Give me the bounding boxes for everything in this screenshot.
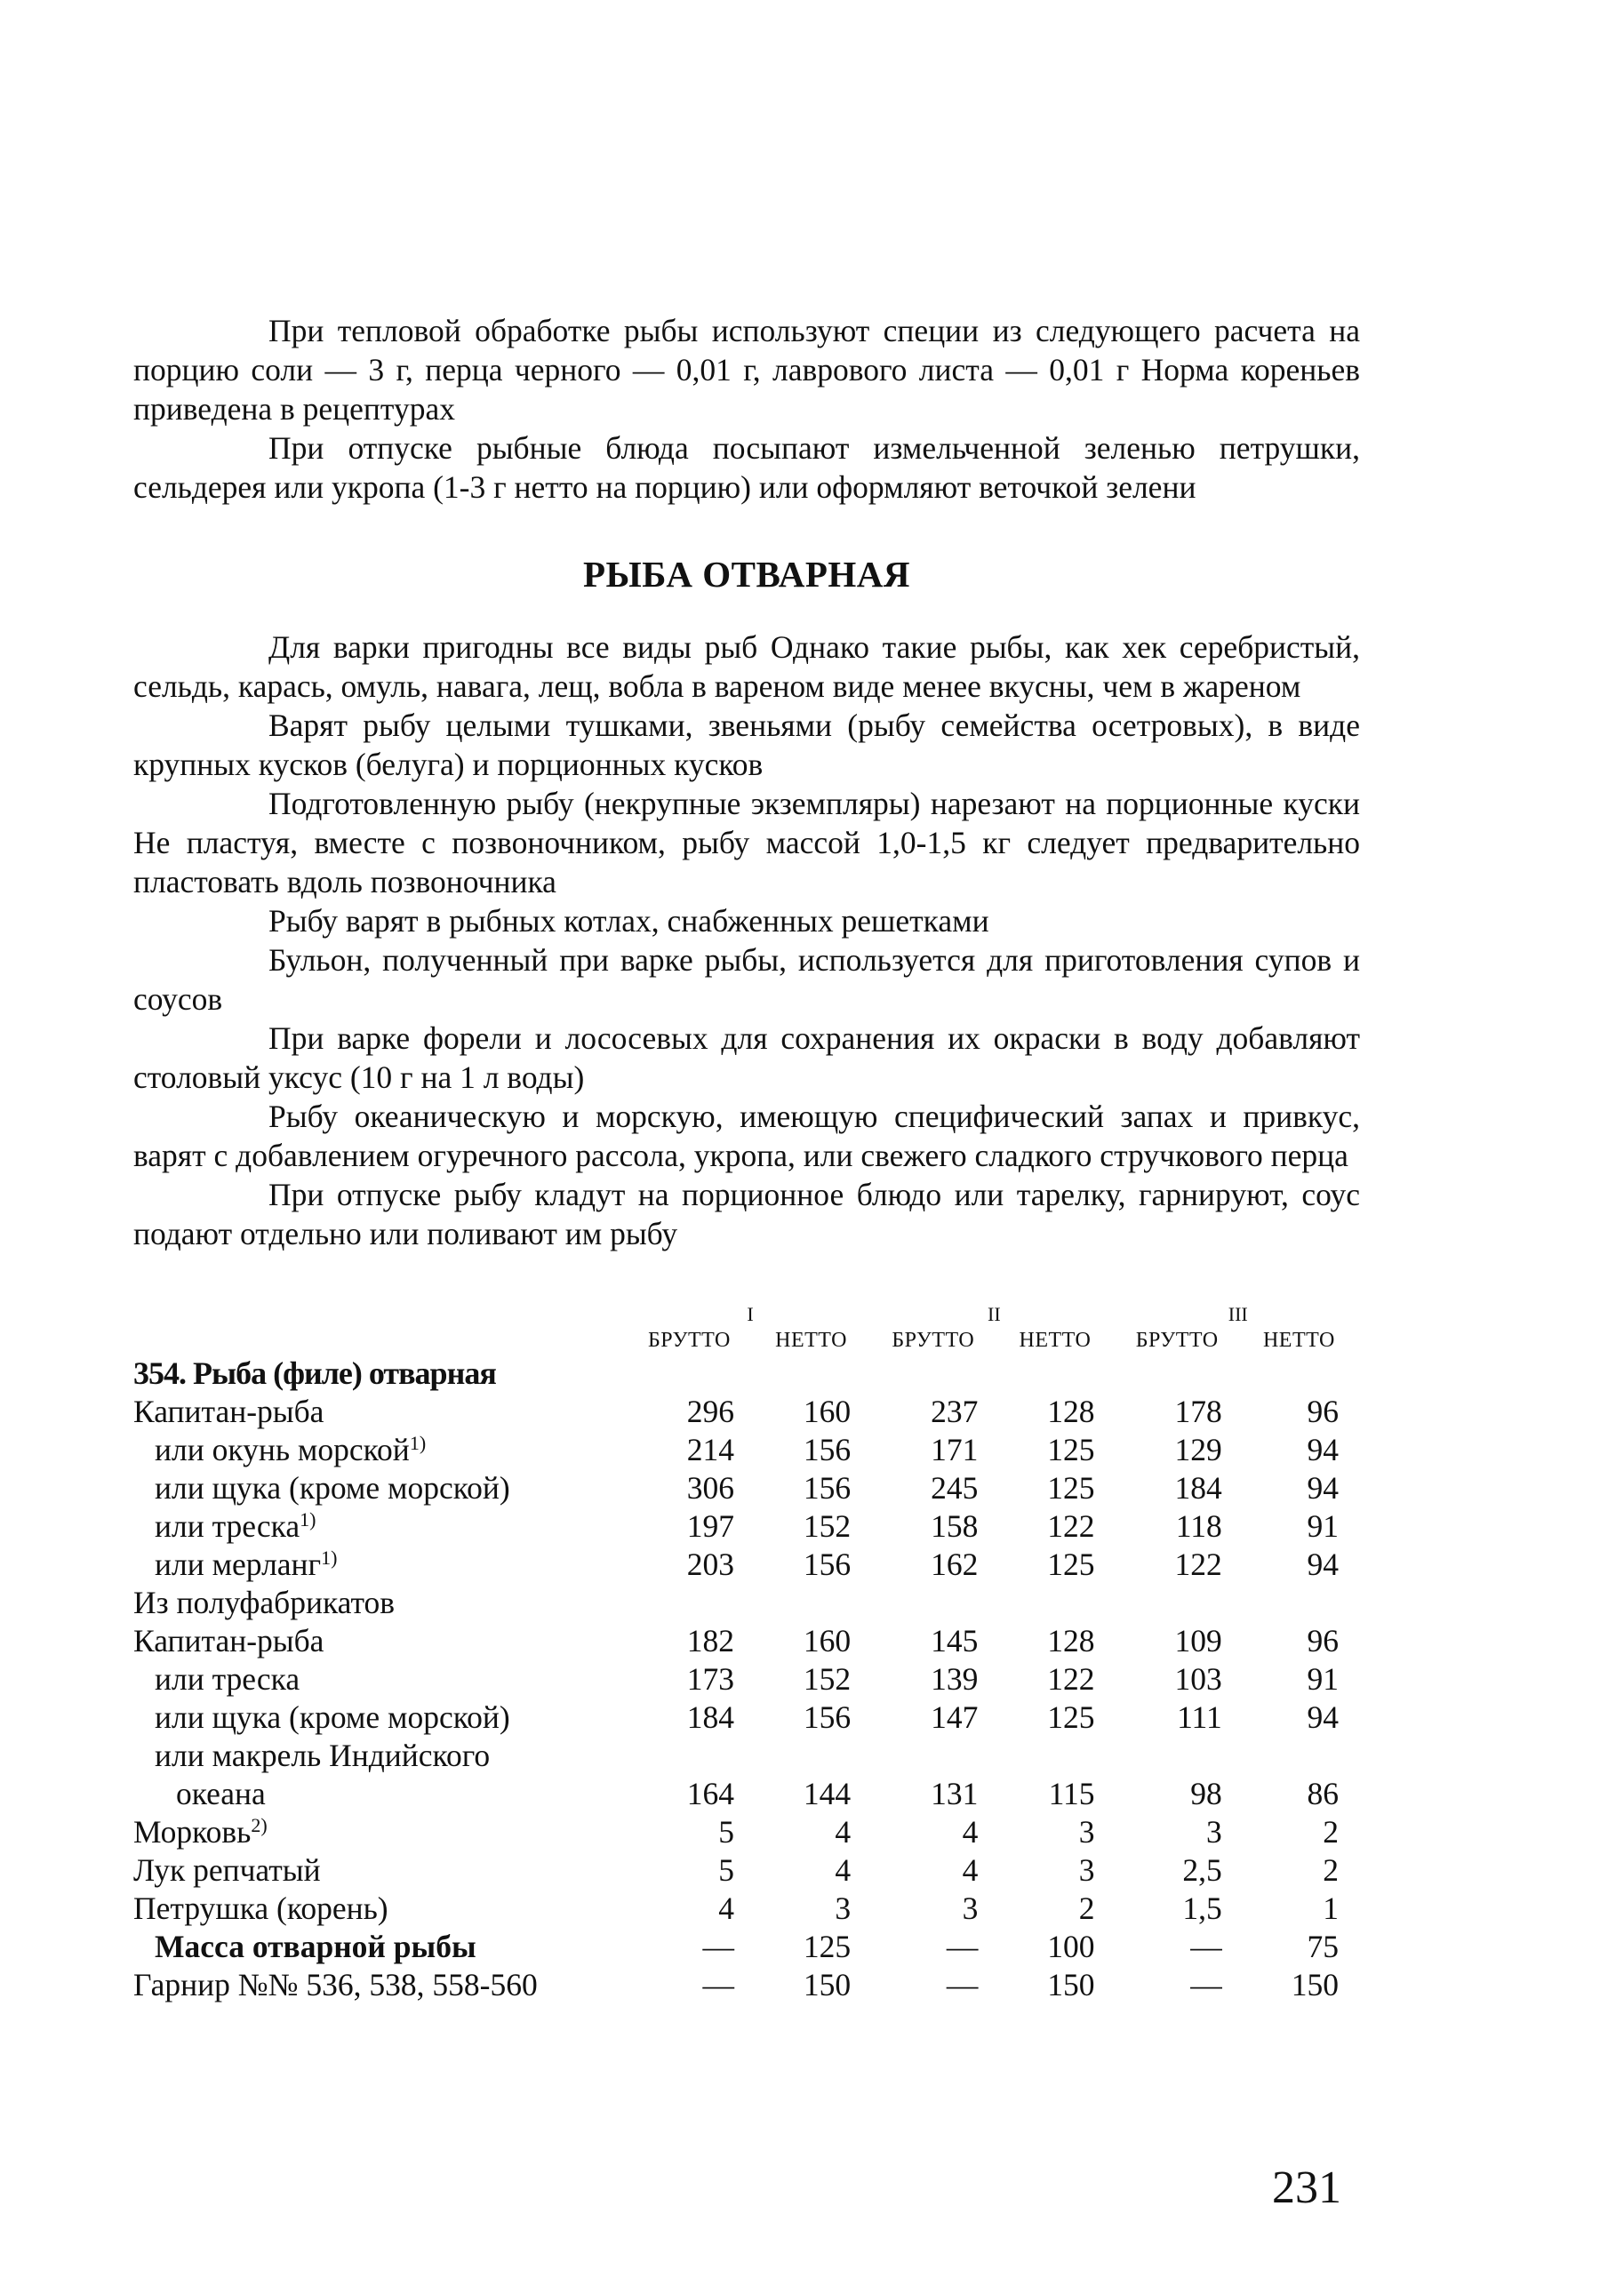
brutto-value: 237 (931, 1394, 979, 1429)
ingredient-label: Из полуфабрикатов (133, 1585, 396, 1620)
netto-value (1238, 1737, 1360, 1775)
table-row (133, 1660, 1360, 1699)
netto-value: 96 (1307, 1394, 1339, 1429)
netto-value: 94 (1307, 1432, 1339, 1467)
brutto-value: 306 (686, 1470, 734, 1506)
netto-value: 94 (1307, 1470, 1339, 1506)
brutto-value: 214 (686, 1432, 734, 1467)
ingredient-label: Капитан-рыба (133, 1623, 324, 1659)
recipe-title-row (133, 1355, 1360, 1393)
table-row (133, 1393, 1360, 1431)
table-row (133, 1622, 1360, 1660)
ingredient-name (133, 1660, 628, 1699)
spacer (133, 1253, 1360, 1303)
ingredient-label: Петрушка (корень) (133, 1890, 388, 1926)
table-row (133, 1431, 1360, 1469)
netto-value (1238, 1584, 1360, 1622)
brutto-value: 4 (718, 1890, 734, 1926)
netto-value: 3 (835, 1890, 852, 1926)
column-header: НЕТТО (1019, 1329, 1092, 1352)
ingredient-name (133, 1775, 628, 1813)
netto-value: 125 (1047, 1547, 1095, 1582)
table-row (133, 1737, 1360, 1775)
netto-value: 3 (1078, 1814, 1095, 1850)
brutto-value: — (702, 1929, 734, 1964)
brutto-value: 111 (1177, 1699, 1222, 1735)
column-header: БРУТТО (1135, 1329, 1219, 1352)
table-row (133, 1507, 1360, 1546)
netto-value (994, 1737, 1116, 1775)
netto-value: 91 (1307, 1661, 1339, 1697)
body-paragraph-3: Подготовленную рыбу (некрупные экземпляры) нарезают на порционные куски Не пластуя, вместе с позвоночником, рыбу массой 1,0-1,5 кг следует предварительно пластовать вдоль позвоночника (133, 786, 1360, 899)
ingredient-label: Морковь (133, 1814, 252, 1850)
brutto-value: 245 (931, 1470, 979, 1506)
group-label: III (1228, 1303, 1248, 1325)
netto-value: 156 (803, 1432, 852, 1467)
brutto-value: 129 (1174, 1432, 1222, 1467)
brutto-value (872, 1737, 994, 1775)
netto-value: 156 (803, 1547, 852, 1582)
ingredient-name (133, 1469, 628, 1507)
ingredient-name (133, 1584, 628, 1622)
body-paragraph-5: Бульон, полученный при варке рыбы, используется для приготовления супов и соусов (133, 942, 1360, 1017)
body-paragraph-6: При варке форели и лососевых для сохранения их окраски в воду добавляют столовый уксус (10 г на 1 л воды) (133, 1020, 1360, 1095)
ingredient-name (133, 1851, 628, 1890)
brutto-value: — (946, 1929, 979, 1964)
netto-value: 128 (1047, 1623, 1095, 1659)
ingredient-label: или щука (кроме морской) (155, 1470, 510, 1506)
table-row (133, 1584, 1360, 1622)
netto-value: 91 (1307, 1508, 1339, 1544)
section-title: РЫБА ОТВАРНАЯ (583, 554, 910, 595)
footnote-mark: 1) (300, 1508, 316, 1531)
netto-value: 1 (1323, 1890, 1339, 1926)
body-paragraph-2: Варят рыбу целыми тушками, звеньями (рыбу семейства осетровых), в виде крупных кусков (белуга) и порционных кусков (133, 707, 1360, 782)
table-row (133, 1813, 1360, 1851)
brutto-value: 145 (931, 1623, 979, 1659)
brutto-value: — (1190, 1967, 1222, 2002)
ingredient-label: Лук репчатый (133, 1852, 321, 1888)
ingredient-name (133, 1813, 628, 1851)
brutto-value: 147 (931, 1699, 979, 1735)
netto-value: 150 (1291, 1967, 1339, 2002)
brutto-value: 184 (686, 1699, 734, 1735)
netto-value: 100 (1047, 1929, 1095, 1964)
netto-value: 86 (1307, 1776, 1339, 1811)
brutto-value (1116, 1584, 1238, 1622)
table-row (133, 1469, 1360, 1507)
netto-value: 2 (1323, 1814, 1339, 1850)
netto-value: 156 (803, 1699, 852, 1735)
brutto-value: 2,5 (1182, 1852, 1222, 1888)
brutto-value: 3 (962, 1890, 979, 1926)
netto-value: 94 (1307, 1699, 1339, 1735)
ingredient-name (133, 1393, 628, 1431)
ingredient-label: или мерланг (155, 1547, 322, 1582)
netto-value (750, 1584, 872, 1622)
group-header-row (133, 1303, 1360, 1326)
footnote-mark: 1) (321, 1547, 338, 1569)
ingredient-name (133, 1928, 628, 1966)
brutto-value: 118 (1175, 1508, 1222, 1544)
brutto-value: 4 (962, 1852, 979, 1888)
group-label: II (988, 1303, 1001, 1325)
netto-value: 122 (1047, 1661, 1095, 1697)
ingredient-label: Гарнир №№ 536, 538, 558-560 (133, 1967, 538, 2002)
intro-paragraph-2: При отпуске рыбные блюда посыпают измельченной зеленью петрушки, сельдерея или укропа (1-3 г нетто на порцию) или оформляют веточкой зелени (133, 430, 1360, 505)
ingredient-label: или щука (кроме морской) (155, 1699, 510, 1735)
brutto-value: 103 (1174, 1661, 1222, 1697)
netto-value: 4 (835, 1852, 852, 1888)
netto-value: 125 (803, 1929, 852, 1964)
brutto-value: 182 (686, 1623, 734, 1659)
table-row (133, 1966, 1360, 2004)
brutto-value: 4 (962, 1814, 979, 1850)
netto-value: 160 (803, 1623, 852, 1659)
netto-value: 4 (835, 1814, 852, 1850)
brutto-value: 98 (1190, 1776, 1222, 1811)
brutto-value: 162 (931, 1547, 979, 1582)
netto-value: 3 (1078, 1852, 1095, 1888)
brutto-value: 5 (718, 1852, 734, 1888)
table-row (133, 1928, 1360, 1966)
netto-value (750, 1737, 872, 1775)
netto-value (994, 1584, 1116, 1622)
brutto-value: 158 (931, 1508, 979, 1544)
netto-value: 128 (1047, 1394, 1095, 1429)
brutto-value: 164 (686, 1776, 734, 1811)
ingredient-label: или макрель Индийского (155, 1738, 491, 1773)
netto-value: 125 (1047, 1699, 1095, 1735)
brutto-value: 3 (1205, 1814, 1222, 1850)
table-row (133, 1890, 1360, 1928)
ingredient-name (133, 1966, 628, 2004)
netto-value: 75 (1307, 1929, 1339, 1964)
page-number: 231 (1272, 2162, 1341, 2213)
body-paragraph-7: Рыбу океаническую и морскую, имеющую специфический запах и привкус, варят с добавлением огуречного рассола, укропа, или свежего сладкого стручкового перца (133, 1099, 1360, 1173)
netto-value: 150 (803, 1967, 852, 2002)
brutto-value (1116, 1737, 1238, 1775)
brutto-value: 1,5 (1182, 1890, 1222, 1926)
table-row (133, 1775, 1360, 1813)
brutto-value: 203 (686, 1547, 734, 1582)
brutto-value: 171 (931, 1432, 979, 1467)
ingredient-name (133, 1890, 628, 1928)
netto-value: 152 (803, 1508, 852, 1544)
brutto-value (872, 1584, 994, 1622)
table-row (133, 1851, 1360, 1890)
recipe-title: 354. Рыба (филе) отварная (133, 1355, 496, 1391)
ingredient-name (133, 1699, 628, 1737)
body-paragraph-1: Для варки пригодны все виды рыб Однако такие рыбы, как хек серебристый, сельдь, карась, омуль, навага, лещ, вобла в вареном виде менее вкусны, чем в жареном (133, 629, 1360, 704)
brutto-value: — (946, 1967, 979, 2002)
ingredient-label: океана (176, 1776, 266, 1811)
body-paragraph-8: При отпуске рыбу кладут на порционное блюдо или тарелку, гарнируют, соус подают отдельно или поливают им рыбу (133, 1177, 1360, 1251)
ingredient-name (133, 1431, 628, 1469)
table-row (133, 1699, 1360, 1737)
ingredient-name (133, 1546, 628, 1584)
brutto-value: 184 (1174, 1470, 1222, 1506)
netto-value: 2 (1323, 1852, 1339, 1888)
netto-value: 150 (1047, 1967, 1095, 2002)
netto-value: 160 (803, 1394, 852, 1429)
footnote-mark: 2) (251, 1814, 268, 1836)
ingredient-label: Капитан-рыба (133, 1394, 324, 1429)
netto-value: 122 (1047, 1508, 1095, 1544)
netto-value: 2 (1078, 1890, 1095, 1926)
brutto-value (628, 1584, 750, 1622)
column-header: БРУТТО (647, 1329, 731, 1352)
ingredient-label: Масса отварной рыбы (155, 1929, 476, 1964)
brutto-value: — (1190, 1929, 1222, 1964)
column-header-row (133, 1326, 1360, 1355)
brutto-value: 122 (1174, 1547, 1222, 1582)
brutto-value: 296 (686, 1394, 734, 1429)
brutto-value: 5 (718, 1814, 734, 1850)
brutto-value: — (702, 1967, 734, 2002)
page-content (133, 311, 1360, 2004)
ingredient-label: или треска (155, 1508, 300, 1544)
column-header: БРУТТО (892, 1329, 975, 1352)
brutto-value: 139 (931, 1661, 979, 1697)
ingredient-name (133, 1737, 628, 1775)
brutto-value: 131 (931, 1776, 979, 1811)
netto-value: 96 (1307, 1623, 1339, 1659)
brutto-value (628, 1737, 750, 1775)
table-row (133, 1546, 1360, 1584)
ingredient-label: или треска (155, 1661, 300, 1697)
ingredient-label: или окунь морской (155, 1432, 410, 1467)
ingredient-name (133, 1507, 628, 1546)
netto-value: 115 (1048, 1776, 1095, 1811)
brutto-value: 178 (1174, 1394, 1222, 1429)
brutto-value: 197 (686, 1508, 734, 1544)
brutto-value: 173 (686, 1661, 734, 1697)
ingredient-name (133, 1622, 628, 1660)
netto-value: 125 (1047, 1432, 1095, 1467)
netto-value: 144 (803, 1776, 852, 1811)
netto-value: 152 (803, 1661, 852, 1697)
intro-paragraph-1: При тепловой обработке рыбы используют специи из следующего расчета на порцию соли — 3 г, перца черного — 0,01 г, лаврового листа — 0,01 г Норма кореньев приведена в рецептурах (133, 313, 1360, 427)
column-header: НЕТТО (1262, 1329, 1335, 1352)
netto-value: 125 (1047, 1470, 1095, 1506)
netto-value: 94 (1307, 1547, 1339, 1582)
brutto-value: 109 (1174, 1623, 1222, 1659)
netto-value: 156 (803, 1470, 852, 1506)
column-header: НЕТТО (775, 1329, 847, 1352)
group-label: I (747, 1303, 754, 1325)
body-paragraph-4: Рыбу варят в рыбных котлах, снабженных решетками (268, 903, 989, 939)
footnote-mark: 1) (409, 1432, 427, 1454)
recipe-table (133, 1303, 1360, 2004)
